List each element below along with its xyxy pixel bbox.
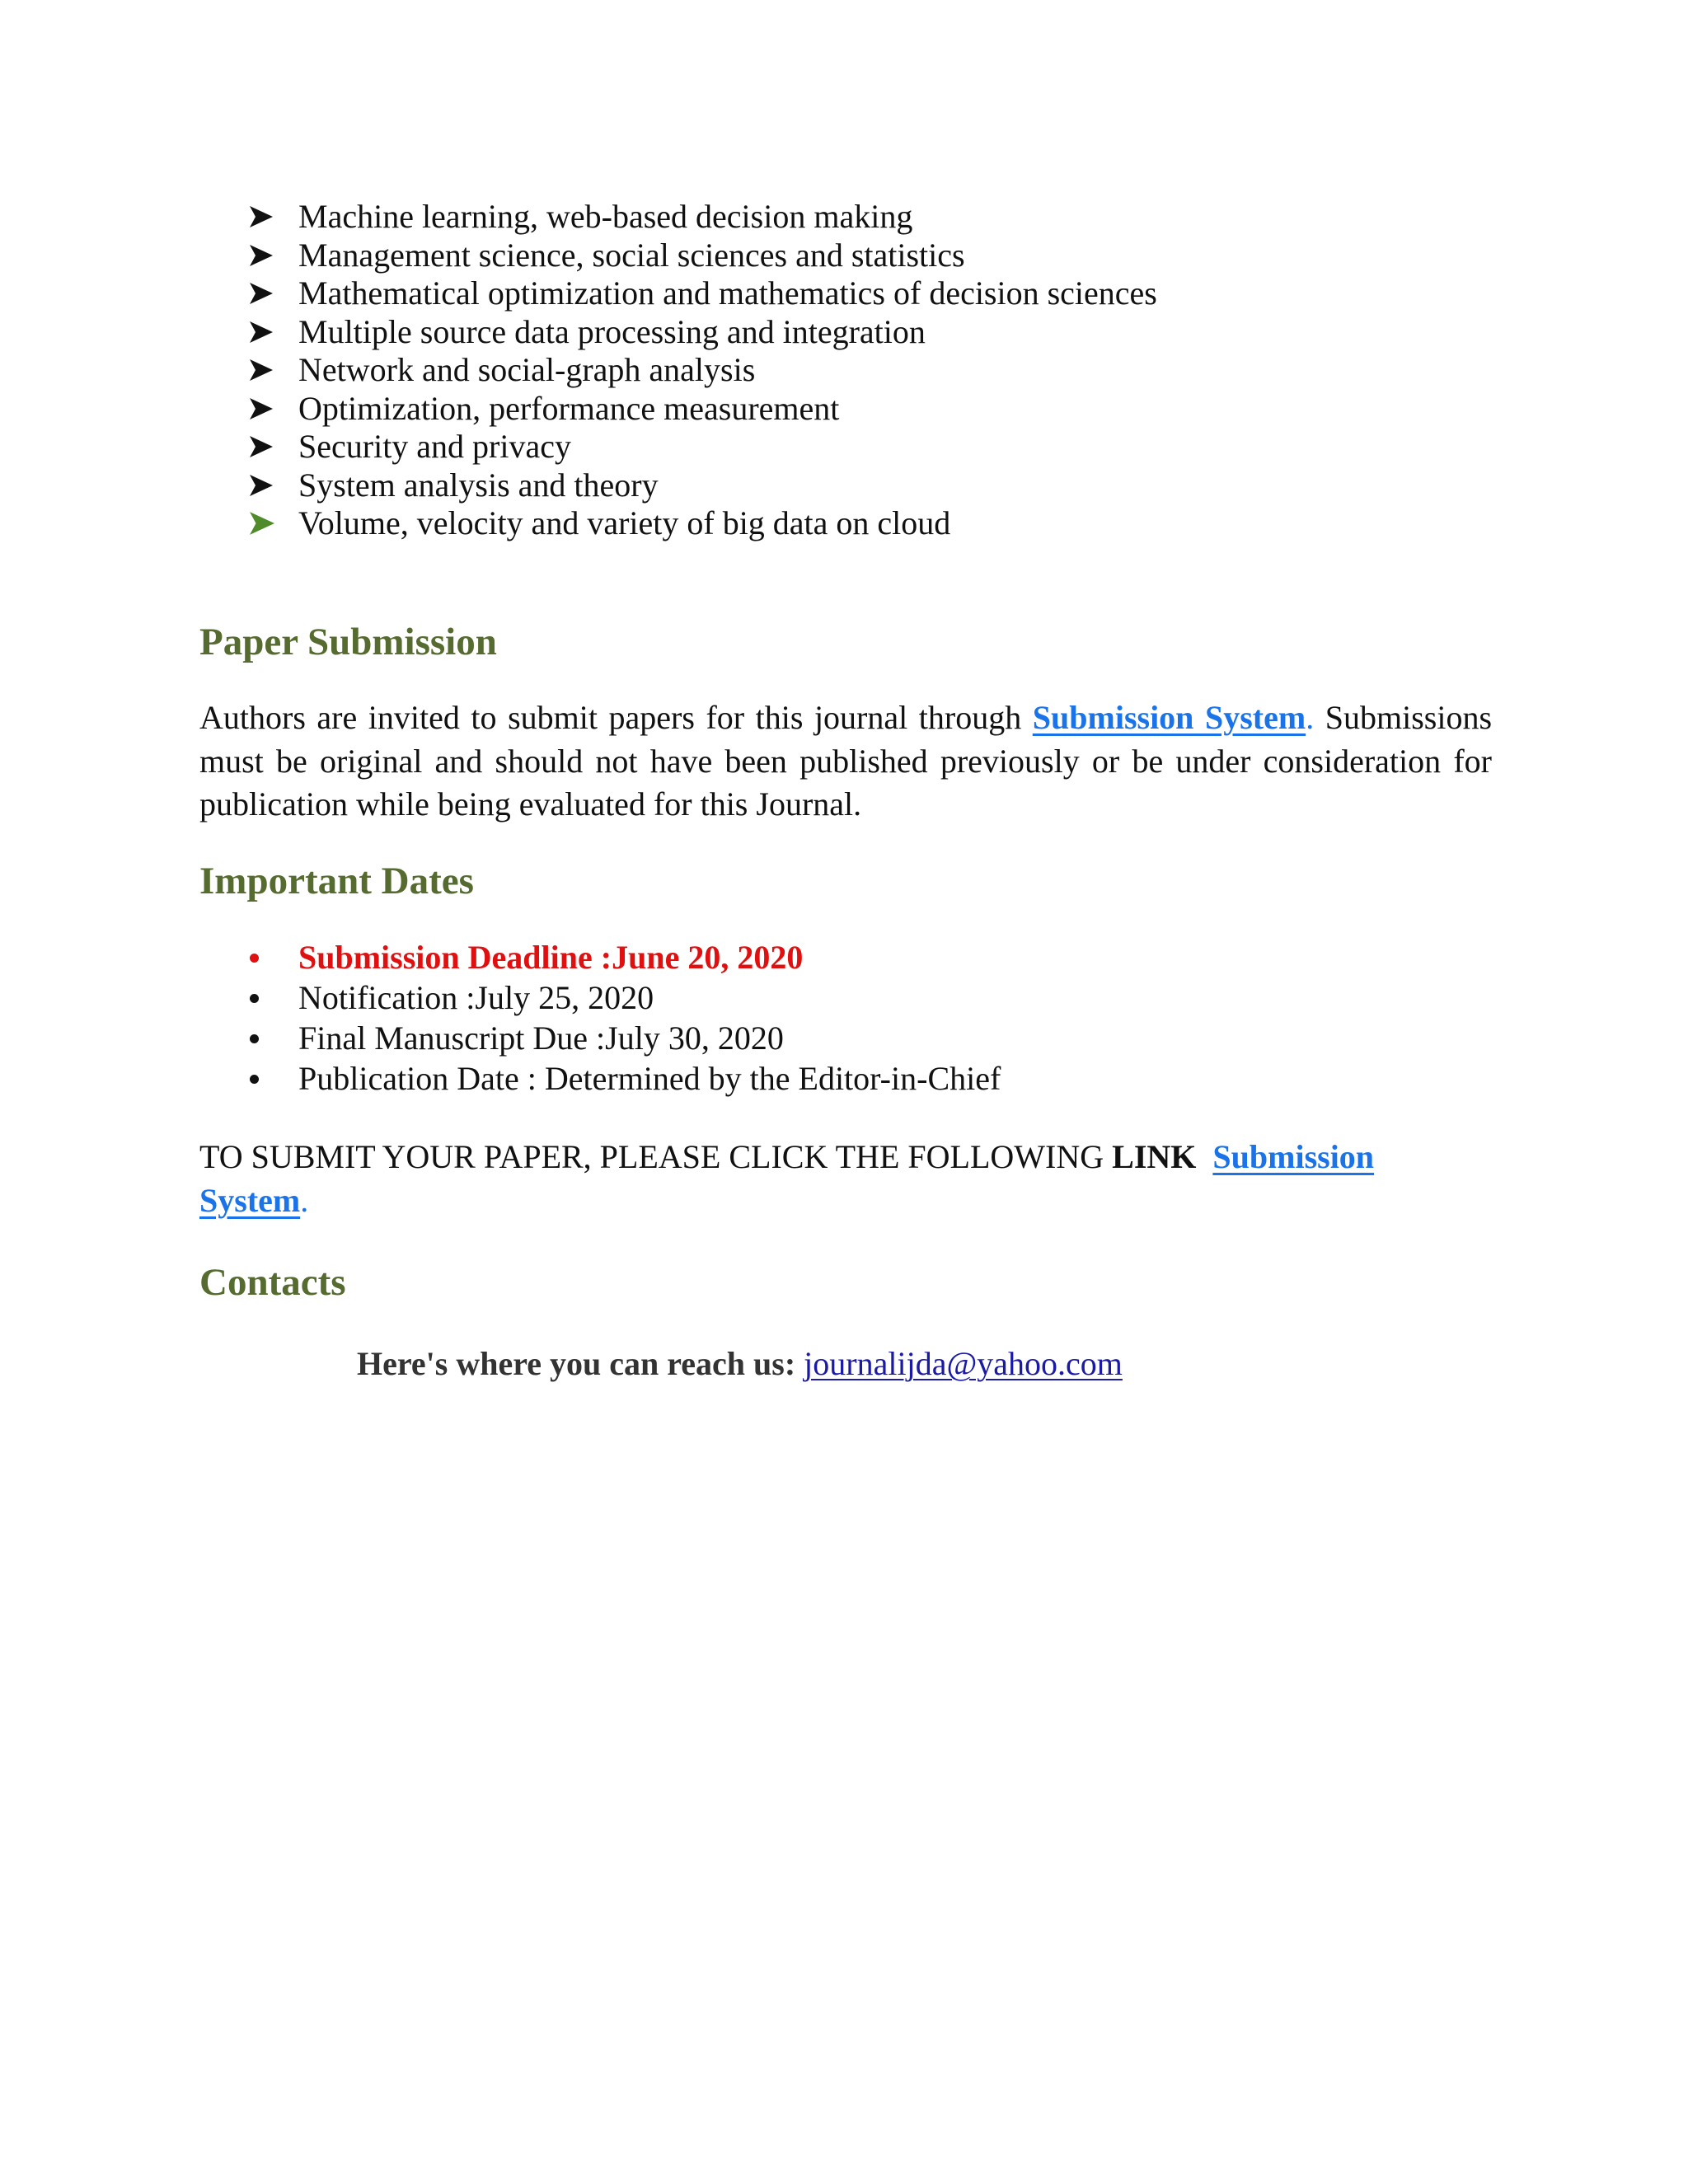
topic-item xyxy=(250,274,1157,313)
topic-text: System analysis and theory xyxy=(298,466,659,504)
date-item-notification xyxy=(250,977,1001,1018)
contact-label: Here's where you can reach us: xyxy=(357,1345,796,1382)
arrowhead-bullet-icon xyxy=(250,274,274,313)
paper-submission-text-before: Authors are invited to submit papers for this journal through xyxy=(199,699,1033,736)
date-text: Notification :July 25, 2020 xyxy=(298,979,654,1016)
paper-submission-paragraph xyxy=(199,696,1492,827)
important-dates-list xyxy=(250,937,1001,1099)
arrowhead-bullet-icon xyxy=(250,504,274,543)
topic-item xyxy=(250,466,1157,505)
arrowhead-bullet-icon xyxy=(250,351,274,390)
topic-text: Multiple source data processing and integration xyxy=(298,312,926,350)
topic-item xyxy=(250,428,1157,466)
topics-list xyxy=(250,198,1157,543)
arrowhead-bullet-icon xyxy=(250,237,274,275)
paper-submission-text-after: Submissions must be original and should not have been published previously or be under consideration for publication while being evaluated for this Journal. xyxy=(199,699,1493,823)
topic-text: Mathematical optimization and mathematics of decision sciences xyxy=(298,274,1157,312)
paper-submission-heading: Paper Submission xyxy=(199,621,497,663)
topic-item xyxy=(250,504,1157,543)
arrowhead-bullet-icon xyxy=(250,313,274,352)
submit-instruction xyxy=(199,1135,1436,1222)
round-bullet-icon xyxy=(250,1075,259,1084)
arrowhead-bullet-icon xyxy=(250,466,274,505)
topic-text: Management science, social sciences and statistics xyxy=(298,236,965,274)
date-text: Final Manuscript Due :July 30, 2020 xyxy=(298,1019,784,1057)
arrowhead-bullet-icon xyxy=(250,198,274,237)
link-trailing-period: . xyxy=(1306,699,1315,736)
submission-system-link-2[interactable]: Submission System xyxy=(199,1138,1375,1219)
topic-text: Network and social-graph analysis xyxy=(298,351,756,388)
arrowhead-bullet-icon xyxy=(250,390,274,429)
topic-text: Machine learning, web-based decision making xyxy=(298,198,913,235)
date-item-publication xyxy=(250,1058,1001,1099)
topic-text: Optimization, performance measurement xyxy=(298,389,840,427)
date-text: Publication Date : Determined by the Editor-in-Chief xyxy=(298,1060,1001,1097)
date-item-deadline xyxy=(250,937,1001,977)
date-text: Submission Deadline :June 20, 2020 xyxy=(298,939,804,976)
topic-item xyxy=(250,351,1157,390)
submission-system-link[interactable]: Submission System xyxy=(1032,699,1306,736)
round-bullet-icon xyxy=(250,954,259,963)
link-trailing-period: . xyxy=(300,1182,309,1219)
topic-item xyxy=(250,313,1157,352)
round-bullet-icon xyxy=(250,994,259,1003)
topic-text: Volume, velocity and variety of big data on cloud xyxy=(298,504,951,541)
topic-item xyxy=(250,390,1157,429)
topic-item xyxy=(250,198,1157,237)
important-dates-heading: Important Dates xyxy=(199,860,474,902)
date-item-final-manuscript xyxy=(250,1018,1001,1058)
round-bullet-icon xyxy=(250,1034,259,1043)
contact-email-link[interactable]: journalijda@yahoo.com xyxy=(804,1345,1123,1382)
topic-text: Security and privacy xyxy=(298,428,571,465)
contact-line xyxy=(357,1343,1123,1385)
topic-item xyxy=(250,237,1157,275)
submit-instruction-text: TO SUBMIT YOUR PAPER, PLEASE CLICK THE FOLLOWING xyxy=(199,1138,1113,1175)
contacts-heading: Contacts xyxy=(199,1261,346,1304)
submit-instruction-bold: LINK xyxy=(1112,1138,1197,1175)
arrowhead-bullet-icon xyxy=(250,428,274,466)
